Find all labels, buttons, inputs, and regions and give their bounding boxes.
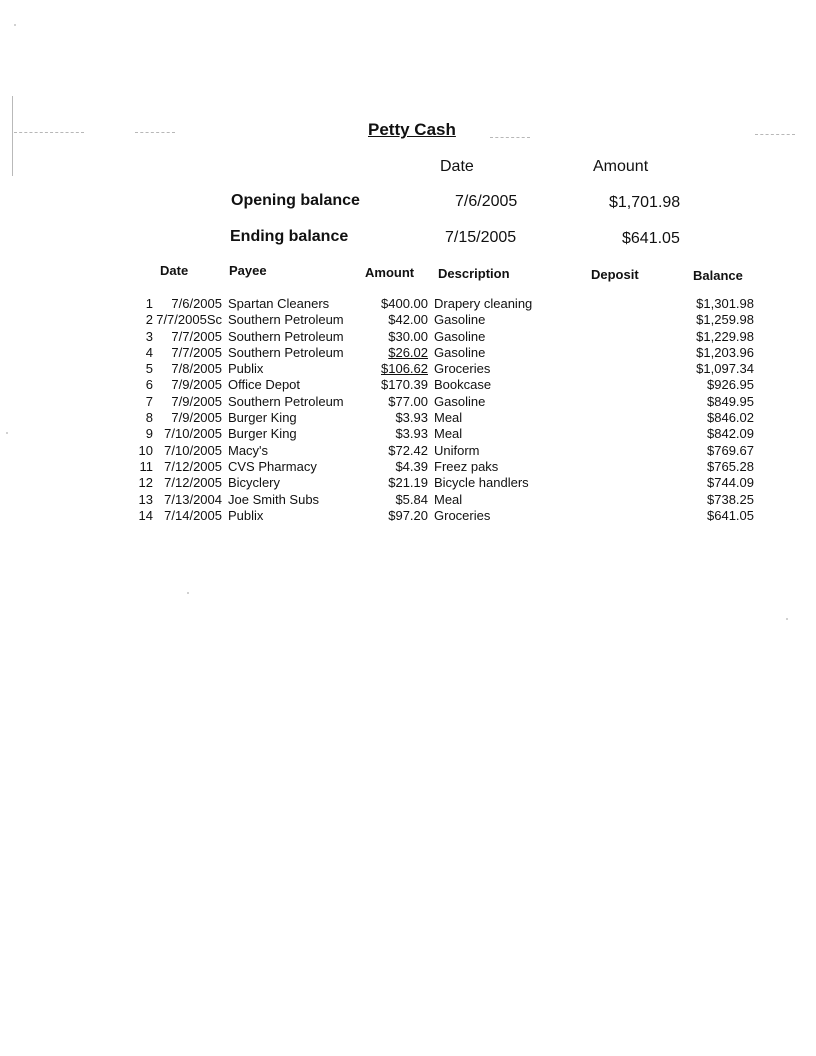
row-date: 7/9/2005 <box>171 377 222 393</box>
row-amount: $400.00 <box>381 296 428 311</box>
row-description: Uniform <box>434 442 480 458</box>
row-balance: $1,097.34 <box>696 361 754 377</box>
opening-balance-label: Opening balance <box>231 192 360 209</box>
row-number: 4 <box>145 344 153 360</box>
row-payee: Bicyclery <box>228 475 281 491</box>
row-number: 12 <box>138 475 153 491</box>
row-description: Gasoline <box>434 312 486 328</box>
row-balance: $1,229.98 <box>696 328 754 344</box>
table-row <box>0 377 816 393</box>
row-payee: Southern Petroleum <box>228 312 344 328</box>
row-date: 7/6/2005 <box>171 296 222 311</box>
row-balance: $846.02 <box>707 410 754 426</box>
row-description: Freez paks <box>434 458 499 474</box>
page-title: Petty Cash <box>368 120 456 139</box>
column-header-deposit: Deposit <box>591 267 639 282</box>
row-amount: $77.00 <box>388 393 428 409</box>
row-description: Gasoline <box>434 328 486 344</box>
row-amount: $26.02 <box>388 344 428 360</box>
transaction-table <box>0 296 816 524</box>
row-description: Groceries <box>434 361 491 377</box>
row-balance: $744.09 <box>707 475 754 491</box>
opening-balance-amount: $1,701.98 <box>609 194 681 211</box>
row-payee: Burger King <box>228 410 297 426</box>
row-date: 7/9/2005 <box>171 410 222 426</box>
table-row <box>0 394 816 410</box>
table-row <box>0 459 816 475</box>
scan-speck <box>786 618 788 620</box>
row-amount: $97.20 <box>388 507 428 523</box>
row-description: Drapery cleaning <box>434 296 533 311</box>
row-payee: Southern Petroleum <box>228 328 344 344</box>
table-row <box>0 312 816 328</box>
row-number: 14 <box>138 507 153 523</box>
row-description: Meal <box>434 491 463 507</box>
row-date: 7/7/2005 <box>171 328 222 344</box>
row-amount: $5.84 <box>395 491 428 507</box>
row-number: 11 <box>139 458 153 474</box>
row-balance: $926.95 <box>707 377 754 393</box>
row-payee: CVS Pharmacy <box>228 458 317 474</box>
table-row <box>0 345 816 361</box>
row-amount: $21.19 <box>388 475 428 491</box>
row-date: 7/9/2005 <box>171 393 222 409</box>
opening-balance-date: 7/6/2005 <box>455 193 518 210</box>
table-row <box>0 508 816 524</box>
row-amount: $72.42 <box>388 442 428 458</box>
row-amount: $3.93 <box>395 410 428 426</box>
row-description: Meal <box>434 410 463 426</box>
column-header-date: Date <box>160 263 189 278</box>
row-payee: Publix <box>228 361 264 377</box>
row-payee: Office Depot <box>228 377 301 393</box>
table-row <box>0 426 816 442</box>
row-payee: Southern Petroleum <box>228 393 344 409</box>
scan-artifact-line <box>755 134 795 135</box>
row-payee: Publix <box>228 507 264 523</box>
row-date: 7/10/2005 <box>164 442 222 458</box>
row-balance: $1,203.96 <box>696 344 754 360</box>
table-row <box>0 475 816 491</box>
summary-amount-header: Amount <box>593 158 649 175</box>
row-number: 2 <box>145 312 153 328</box>
column-header-description: Description <box>438 266 510 281</box>
row-amount: $170.39 <box>381 377 428 393</box>
row-description: Bicycle handlers <box>434 475 529 491</box>
row-number: 6 <box>145 377 153 393</box>
row-number: 9 <box>145 426 153 442</box>
row-number: 3 <box>145 328 153 344</box>
row-description: Gasoline <box>434 344 486 360</box>
row-amount: $42.00 <box>388 312 428 328</box>
row-payee: Joe Smith Subs <box>228 491 320 507</box>
row-balance: $1,301.98 <box>696 296 754 311</box>
table-row <box>0 296 816 312</box>
row-number: 13 <box>138 491 153 507</box>
row-date: 7/8/2005 <box>171 361 222 377</box>
row-date: 7/13/2004 <box>164 491 222 507</box>
row-description: Gasoline <box>434 393 486 409</box>
row-date: 7/12/2005 <box>164 458 222 474</box>
row-description: Groceries <box>434 507 491 523</box>
table-row <box>0 361 816 377</box>
row-description: Meal <box>434 426 463 442</box>
ending-balance-amount: $641.05 <box>622 230 680 247</box>
row-number: 8 <box>145 410 153 426</box>
row-balance: $849.95 <box>707 393 754 409</box>
row-number: 5 <box>145 361 153 377</box>
scan-artifact-line <box>14 132 84 133</box>
row-balance: $765.28 <box>707 458 754 474</box>
table-row <box>0 329 816 345</box>
row-number: 7 <box>145 393 153 409</box>
table-row <box>0 492 816 508</box>
row-balance: $1,259.98 <box>696 312 754 328</box>
row-balance: $769.67 <box>707 442 754 458</box>
row-payee: Burger King <box>228 426 297 442</box>
column-header-balance: Balance <box>693 268 743 283</box>
row-date: 7/14/2005 <box>164 507 222 523</box>
table-row <box>0 443 816 459</box>
row-amount: $30.00 <box>388 328 428 344</box>
summary-date-header: Date <box>440 158 474 175</box>
row-date: 7/10/2005 <box>164 426 222 442</box>
row-description: Bookcase <box>434 377 492 393</box>
row-amount: $4.39 <box>395 458 428 474</box>
ending-balance-date: 7/15/2005 <box>445 229 517 246</box>
row-amount: $3.93 <box>395 426 428 442</box>
row-balance: $738.25 <box>707 491 754 507</box>
row-number: 10 <box>138 442 153 458</box>
scan-artifact-line <box>490 137 530 138</box>
row-payee: Southern Petroleum <box>228 344 344 360</box>
row-balance: $842.09 <box>707 426 754 442</box>
row-date: 7/12/2005 <box>164 475 222 491</box>
row-amount: $106.62 <box>381 361 428 377</box>
column-header-amount: Amount <box>365 265 415 280</box>
column-header-payee: Payee <box>229 263 267 278</box>
scan-speck <box>187 592 189 594</box>
scan-speck <box>14 24 16 26</box>
row-date: 7/7/2005 <box>171 344 222 360</box>
row-date: 7/7/2005Sc <box>156 312 222 328</box>
table-row <box>0 410 816 426</box>
scan-artifact-line <box>135 132 175 133</box>
row-payee: Spartan Cleaners <box>228 296 330 311</box>
ending-balance-label: Ending balance <box>230 228 349 245</box>
row-balance: $641.05 <box>707 507 754 523</box>
row-number: 1 <box>145 296 153 311</box>
row-payee: Macy's <box>228 442 269 458</box>
scan-edge-mark <box>12 96 13 176</box>
